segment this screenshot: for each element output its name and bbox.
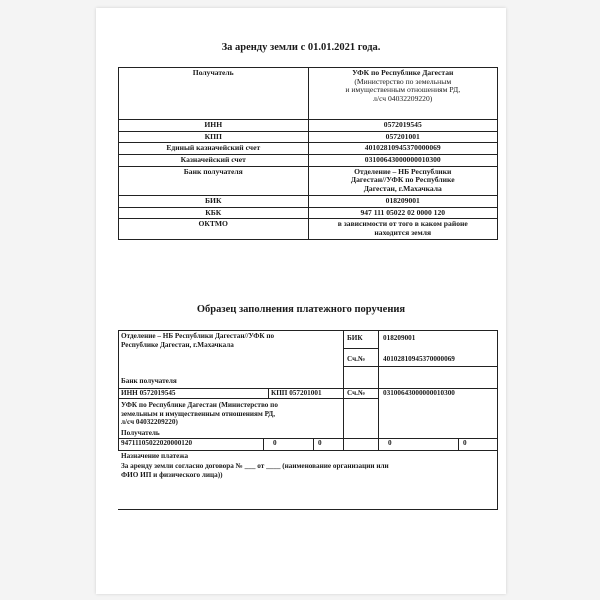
table-row <box>119 119 498 131</box>
purpose-label: Назначение платежа <box>121 452 189 460</box>
form-border <box>497 330 498 510</box>
form-border <box>458 438 459 450</box>
purpose-text <box>121 462 496 479</box>
bik-value: 018209001 <box>308 195 498 207</box>
purpose-line: ФИО ИП и физического лица)) <box>121 470 223 479</box>
document-page <box>96 8 506 594</box>
bank-line: Дагестан//УФК по Республике <box>350 175 455 185</box>
oktmo-value <box>308 219 498 239</box>
bik-value: 018209001 <box>383 334 416 342</box>
form-border <box>263 438 264 450</box>
bik-label: БИК <box>119 195 309 207</box>
recipient-value <box>308 68 498 120</box>
unified-account-value: 40102810945370000069 <box>308 143 498 155</box>
kbk-value: 94711105022020000120 <box>121 439 193 447</box>
kbk-label: КБК <box>119 207 309 219</box>
bank-line: Дагестан, г.Махачкала <box>363 184 442 194</box>
form-border <box>343 366 498 367</box>
form-border <box>118 330 498 331</box>
bank-name-line: Республике Дагестан, г.Махачкала <box>121 340 234 349</box>
bik-label: БИК <box>347 334 363 342</box>
kbk-value: 947 111 05022 02 0000 120 <box>308 207 498 219</box>
zero-field: 0 <box>463 439 467 447</box>
recipient-line: л/сч 04032209220) <box>373 94 433 104</box>
zero-field: 0 <box>318 439 322 447</box>
purpose-line: За аренду земли согласно договора № ___ от ____ (наименование организации или <box>121 462 389 470</box>
recipient-line: УФК по Республике Дагестан (Министерство по <box>121 401 278 409</box>
table-row <box>119 195 498 207</box>
unified-account-label: Единый казначейский счет <box>119 143 309 155</box>
oktmo-line: в зависимости от того в каком районе <box>337 219 468 229</box>
kpp-value: КПП 057201001 <box>271 389 322 397</box>
inn-value: 0572019545 <box>308 119 498 131</box>
table-row <box>119 143 498 155</box>
form-border <box>118 450 498 451</box>
recipient-label: Получатель <box>119 68 309 120</box>
treasury-account-label: Казначейский счет <box>119 155 309 167</box>
form-border <box>268 388 269 398</box>
form-border <box>118 509 498 510</box>
payment-order-form <box>118 330 498 510</box>
bank-recipient-label: Банк получателя <box>121 377 177 385</box>
form-border <box>118 398 378 399</box>
recipient-line: и имущественным отношениям РД, <box>345 85 461 95</box>
table-row <box>119 207 498 219</box>
treasury-account-value: 03100643000000010300 <box>308 155 498 167</box>
account-value: 40102810945370000069 <box>383 355 455 363</box>
recipient-line: земельным и имущественным отношениям РД, <box>121 409 275 418</box>
oktmo-label: ОКТМО <box>119 219 309 239</box>
table-row <box>119 155 498 167</box>
recipient-label: Получатель <box>121 429 160 437</box>
account-label: Сч.№ <box>347 389 366 397</box>
requisites-table <box>118 67 498 240</box>
section-title: Образец заполнения платежного поручения <box>196 304 406 315</box>
form-border <box>118 330 119 450</box>
table-row <box>119 219 498 239</box>
recipient-name <box>121 401 371 427</box>
kpp-value: 057201001 <box>308 131 498 143</box>
bank-name-line: Отделение – НБ Республики Дагестан//УФК по <box>121 332 275 340</box>
page-title: За аренду земли с 01.01.2021 года. <box>221 42 381 53</box>
form-border <box>343 348 378 349</box>
kpp-label: КПП <box>119 131 309 143</box>
bank-value <box>308 166 498 195</box>
form-border <box>313 438 314 450</box>
treasury-account-value: 03100643000000010300 <box>383 389 455 397</box>
bank-label: Банк получателя <box>119 166 309 195</box>
account-label: Сч.№ <box>347 355 366 363</box>
oktmo-line: находится земля <box>374 228 432 238</box>
table-row <box>119 166 498 195</box>
table-row <box>119 68 498 120</box>
table-row <box>119 131 498 143</box>
form-border <box>378 330 379 450</box>
recipient-line: УФК по Республике Дагестан <box>352 68 454 77</box>
recipient-line: л/сч 04032209220) <box>121 418 178 427</box>
recipient-line: (Министерство по земельным <box>354 76 452 86</box>
bank-line: Отделение – НБ Республики <box>354 166 452 176</box>
zero-field: 0 <box>273 439 277 447</box>
bank-name <box>121 332 341 349</box>
inn-value: ИНН 0572019545 <box>121 389 176 397</box>
zero-field: 0 <box>388 439 392 447</box>
inn-label: ИНН <box>119 119 309 131</box>
